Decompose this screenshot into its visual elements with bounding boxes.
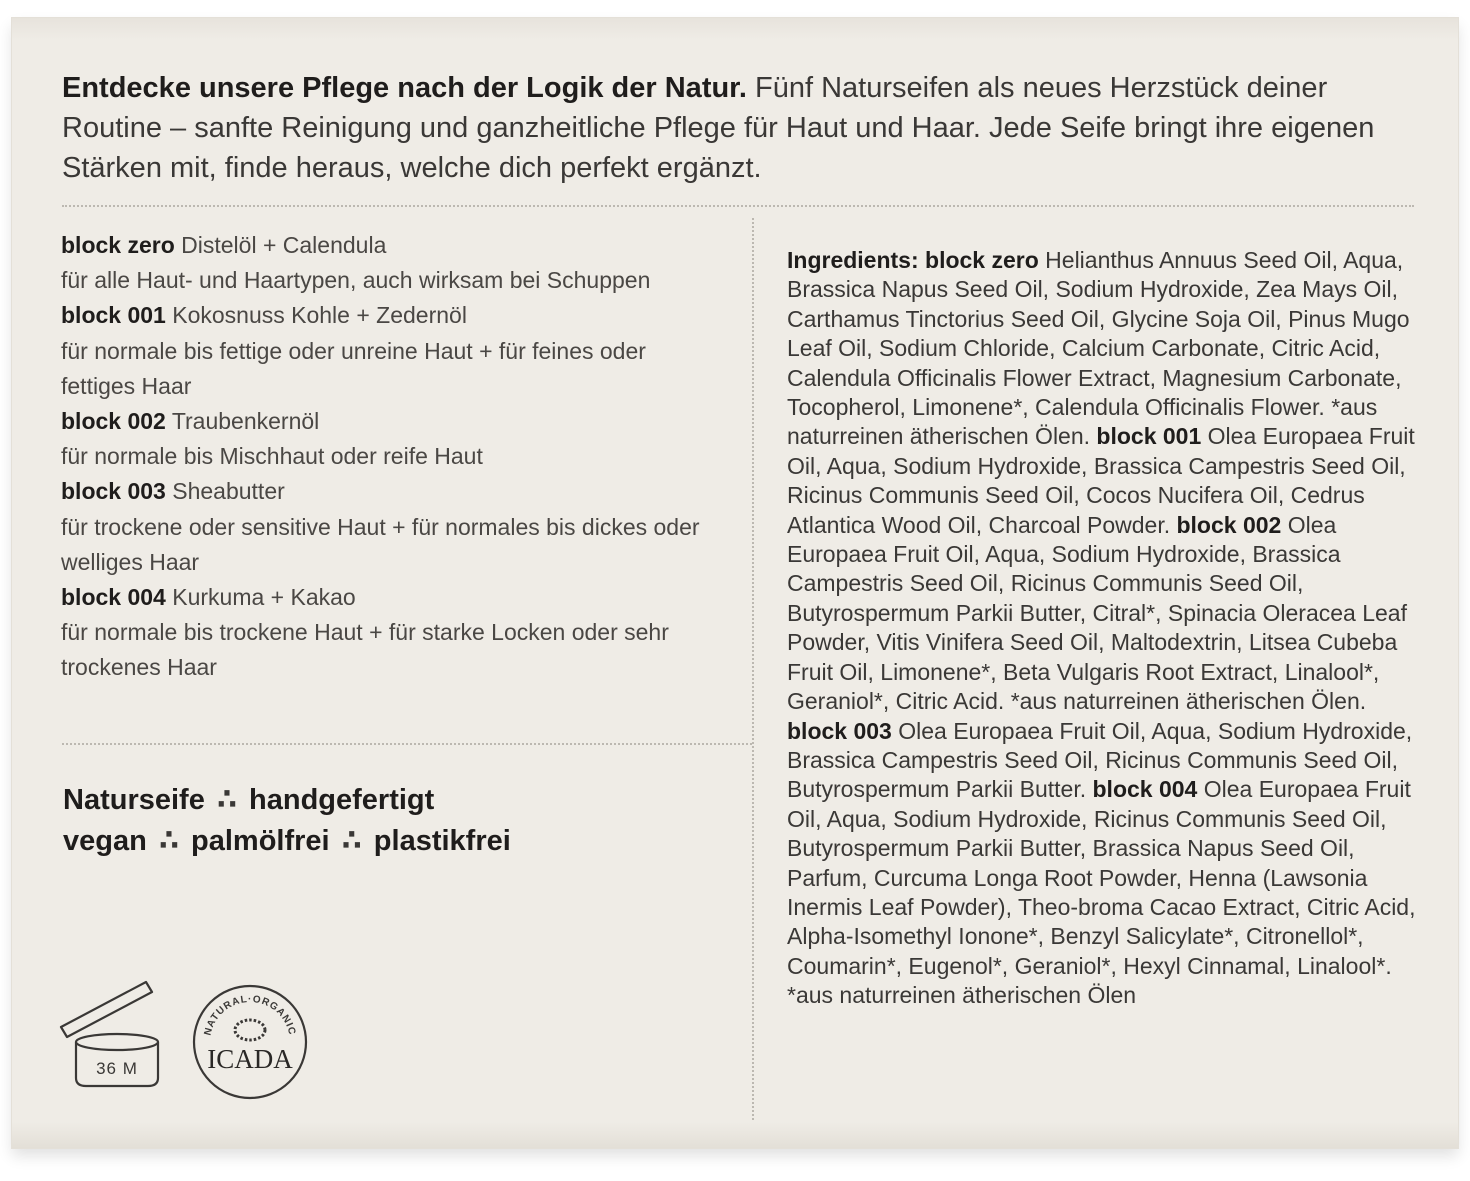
claim-separator: ∴	[158, 825, 180, 857]
soap-description: für trockene oder sensitive Haut + für normales bis dickes oder welliges Haar	[61, 513, 700, 575]
ingredients-block-zero: Helianthus Annuus Seed Oil, Aqua, Brassica Napus Seed Oil, Sodium Hydroxide, Zea Mays Oil, Carthamus Tinctorius Seed Oil, Glycine Soja Oil, Pinus Mugo Leaf Oil, Sodium Chloride, Calcium Carbonate, Citric Acid, Calendula Officinalis Flower Extract, Magnesium Carbonate, Tocopherol, Limonene*, Calendula Officinalis Flower. *aus naturreinen ätherischen Ölen.	[787, 247, 1410, 450]
ingredients-block-003-name: block 003	[787, 717, 892, 744]
soap-ingredients: Kokosnuss Kohle + Zedernöl	[165, 302, 467, 329]
ingredients-block-001-name: block 001	[1096, 423, 1202, 450]
soap-description: für normale bis Mischhaut oder reife Haut	[61, 443, 483, 470]
ingredients-block-zero-name: block zero	[925, 247, 1039, 273]
divider-left-bottom	[62, 743, 752, 745]
ingredients-block-001: Olea Europaea Fruit Oil, Aqua, Sodium Hydroxide, Brassica Campestris Seed Oil, Ricinus Communis Seed Oil, Cocos Nucifera Oil, Cedrus Atlantica Wood Oil, Charcoal Powder.	[787, 423, 1415, 538]
logo-ring-text: NATURAL·ORGANIC	[202, 993, 298, 1037]
open-jar-icon	[56, 978, 176, 1098]
ingredients-block-004-name: block 004	[1092, 776, 1198, 803]
soap-description: für normale bis fettige oder unreine Haut + für feines oder fettiges Haar	[61, 337, 646, 399]
ingredients-list	[787, 246, 1417, 1011]
jar-label: 36 M	[96, 1059, 138, 1078]
soap-name: block 001	[61, 302, 166, 329]
intro-text: Fünf Naturseifen als neues Herzstück deiner Routine – sanfte Reinigung und ganzheitliche Pflege für Haut und Haar. Jede Seife bringt ihre eigenen Stärken mit, finde heraus, welche dich perfekt ergänzt.	[62, 72, 1375, 184]
soap-item-002	[61, 404, 721, 474]
ingredients-block-003: Olea Europaea Fruit Oil, Aqua, Sodium Hydroxide, Brassica Campestris Seed Oil, Ricinus Communis Seed Oil, Butyrospermum Parkii Butter.	[787, 717, 1413, 803]
soap-name: block zero	[61, 232, 175, 258]
soap-description: für normale bis trockene Haut + für starke Locken oder sehr trockenes Haar	[61, 619, 669, 681]
claim-separator: ∴	[341, 825, 362, 857]
claim-plastikfrei: plastikfrei	[373, 825, 511, 857]
soap-list	[61, 228, 721, 686]
soap-ingredients: Kurkuma + Kakao	[165, 584, 356, 611]
soap-name: block 004	[61, 584, 166, 611]
divider-vertical	[752, 218, 754, 1128]
intro-paragraph	[62, 68, 1432, 188]
soap-ingredients: Traubenkernöl	[165, 408, 320, 435]
ingredients-block-004: Olea Europaea Fruit Oil, Aqua, Sodium Hydroxide, Ricinus Communis Seed Oil, Butyrospermum Parkii Butter, Brassica Napus Seed Oil, Parfum, Curcuma Longa Root Powder, Henna (Lawsonia Inermis Leaf Powder), Theo-broma Cacao Extract, Citric Acid, Alpha-Isomethyl Ionone*, Benzyl Salicylate*, Citronellol*, Coumarin*, Eugenol*, Geraniol*, Hexyl Cinnamal, Linalool*. *aus naturreinen ätherischen Ölen	[787, 776, 1416, 1009]
product-claims	[63, 780, 511, 862]
claim-vegan: vegan	[63, 825, 147, 857]
ingredients-label: Ingredients:	[787, 247, 919, 273]
soap-ingredients: Sheabutter	[165, 478, 285, 505]
soap-item-003	[61, 474, 721, 580]
claim-palmoelfrei: palmölfrei	[191, 825, 330, 857]
ingredients-block-002-name: block 002	[1176, 511, 1282, 538]
soap-item-004	[61, 580, 721, 686]
soap-ingredients: Distelöl + Calendula	[174, 232, 387, 258]
intro-headline: Entdecke unsere Pflege nach der Logik der Natur.	[62, 72, 747, 104]
soap-description: für alle Haut- und Haartypen, auch wirksam bei Schuppen	[61, 267, 651, 294]
icada-logo	[188, 978, 312, 1102]
divider-top	[62, 205, 1414, 207]
soap-name: block 003	[61, 478, 166, 505]
soap-name: block 002	[61, 408, 166, 435]
logo-name: ICADA	[207, 1044, 293, 1074]
claim-separator: ∴	[216, 784, 238, 816]
package-back-panel	[12, 18, 1458, 1148]
ingredients-block-002: Olea Europaea Fruit Oil, Aqua, Sodium Hydroxide, Brassica Campestris Seed Oil, Ricinus Communis Seed Oil, Butyrospermum Parkii Butter, Citral*, Spinacia Oleracea Leaf Powder, Vitis Vinifera Seed Oil, Maltodextrin, Litsea Cubeba Fruit Oil, Limonene*, Beta Vulgaris Root Extract, Linalool*, Geraniol*, Citric Acid. *aus naturreinen ätherischen Ölen.	[787, 511, 1407, 715]
claim-naturseife: Naturseife	[63, 784, 205, 816]
claim-handgefertigt: handgefertigt	[249, 784, 435, 816]
svg-text:NATURAL·ORGANIC	[203, 994, 298, 1037]
soap-item-zero	[61, 228, 721, 298]
soap-item-001	[61, 298, 721, 404]
